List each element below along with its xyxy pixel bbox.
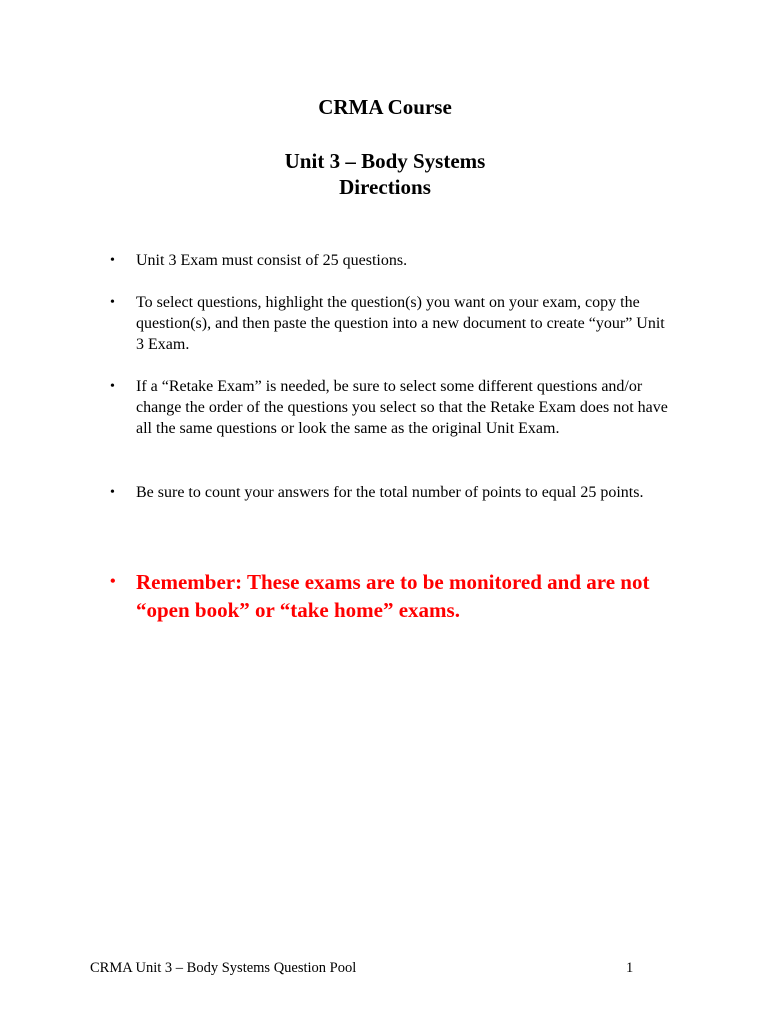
list-item-text: If a “Retake Exam” is needed, be sure to select some different questions and/or change the order of the questions you select so that the Retake Exam does not have all the same questions or look the same as the original Unit Exam. (136, 378, 668, 437)
page-number: 1 (626, 960, 634, 976)
course-title: CRMA Course (318, 95, 452, 119)
reminder-text: Remember: These exams are to be monitored and are not “open book” or “take home” exams. (136, 570, 650, 622)
bullet-icon: • (110, 253, 115, 268)
bullet-icon: • (110, 485, 115, 500)
section-title: Directions (339, 175, 431, 199)
bullet-icon: • (110, 573, 116, 590)
list-item-text: Be sure to count your answers for the total number of points to equal 25 points. (136, 484, 644, 501)
unit-title: Unit 3 – Body Systems (284, 149, 486, 173)
footer-title: CRMA Unit 3 – Body Systems Question Pool (90, 960, 357, 976)
list-item-text: To select questions, highlight the question(s) you want on your exam, copy the question(s), and then paste the question into a new document to create “your” Unit 3 Exam. (136, 294, 665, 353)
bullet-icon: • (110, 379, 115, 394)
bullet-icon: • (110, 295, 115, 310)
list-item-text: Unit 3 Exam must consist of 25 questions. (136, 252, 408, 269)
